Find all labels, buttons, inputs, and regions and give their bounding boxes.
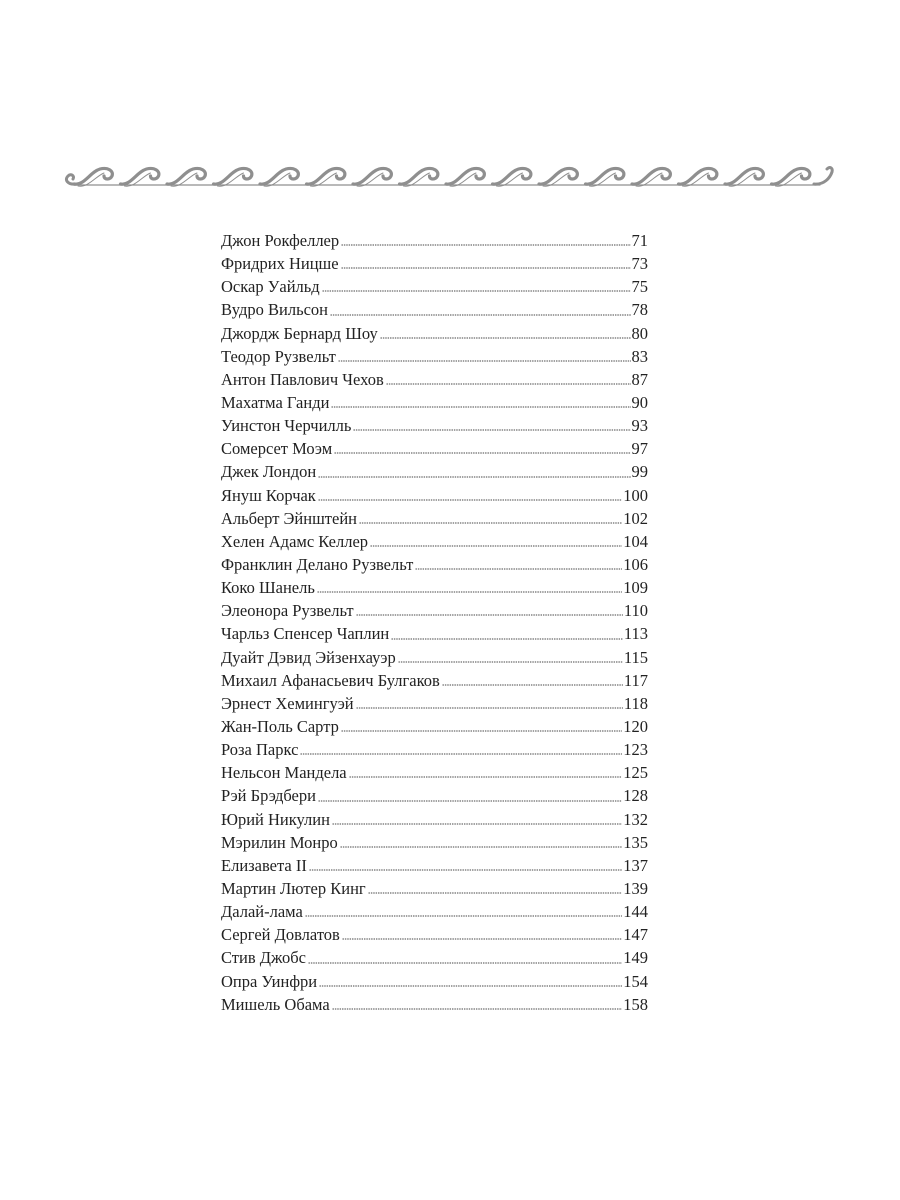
dot-leader — [370, 545, 622, 547]
toc-entry-page-number: 132 — [623, 809, 648, 829]
toc-entry-page-number: 139 — [623, 878, 648, 898]
toc-entry-page-number: 99 — [631, 462, 648, 482]
toc-entry-page-number: 118 — [623, 693, 648, 713]
toc-entry-title: Теодор Рузвельт — [221, 346, 336, 366]
toc-entry-title: Джон Рокфеллер — [221, 231, 340, 250]
toc-entry-page-number: 93 — [631, 416, 648, 436]
toc-entry — [221, 391, 648, 414]
toc-entry-title: Коко Шанель — [221, 578, 315, 598]
dot-leader — [342, 938, 622, 940]
toc-entry-title: Жан-Поль Сартр — [221, 716, 339, 736]
toc-entry — [221, 993, 648, 1016]
dot-leader — [359, 522, 622, 524]
toc-entry-page-number: 83 — [631, 346, 648, 366]
toc-entry-page-number: 71 — [631, 231, 648, 250]
toc-entry-page-number: 149 — [623, 948, 648, 968]
toc-entry-title: Джордж Бернард Шоу — [221, 323, 378, 343]
toc-entry-page-number: 110 — [623, 601, 648, 621]
toc-entry — [221, 761, 648, 784]
toc-entry-page-number: 78 — [631, 300, 648, 320]
toc-entry-title: Вудро Вильсон — [221, 300, 329, 320]
toc-entry — [221, 715, 648, 738]
toc-entry — [221, 831, 648, 854]
dot-leader — [334, 452, 630, 454]
toc-entry — [221, 646, 648, 669]
toc-entry — [221, 599, 648, 622]
toc-entry-title: Рэй Брэдбери — [221, 786, 316, 806]
toc-entry-title: Роза Паркс — [221, 740, 299, 760]
toc-entry-page-number: 123 — [623, 740, 648, 760]
toc-entry-title: Альберт Эйнштейн — [221, 508, 357, 528]
toc-entry-title: Михаил Афанасьевич Булгаков — [221, 670, 440, 690]
toc-entry-page-number: 135 — [623, 832, 648, 852]
dot-leader — [319, 985, 622, 987]
toc-entry-title: Далай-лама — [221, 902, 303, 922]
dot-leader — [340, 846, 623, 848]
toc-entry — [221, 322, 648, 345]
toc-entry — [221, 877, 648, 900]
toc-entry-page-number: 113 — [623, 624, 648, 644]
toc-entry — [221, 576, 648, 599]
toc-entry-title: Фридрих Ницше — [221, 254, 339, 274]
toc-entry-title: Уинстон Черчилль — [221, 416, 352, 436]
toc-entry-page-number: 102 — [623, 508, 648, 528]
dot-leader — [356, 614, 623, 616]
table-of-contents — [221, 229, 648, 1016]
dot-leader — [330, 314, 630, 316]
dot-leader — [338, 360, 631, 362]
toc-entry — [221, 692, 648, 715]
toc-entry — [221, 970, 648, 993]
toc-entry — [221, 530, 648, 553]
dot-leader — [322, 290, 631, 292]
dot-leader — [308, 962, 622, 964]
toc-entry-title: Дуайт Дэвид Эйзенхауэр — [221, 647, 396, 667]
toc-entry-page-number: 128 — [623, 786, 648, 806]
toc-entry-page-number: 73 — [631, 254, 648, 274]
dot-leader — [349, 776, 623, 778]
toc-entry-page-number: 154 — [623, 971, 648, 991]
toc-entry — [221, 229, 648, 252]
dot-leader — [380, 337, 631, 339]
toc-entry-title: Сергей Довлатов — [221, 925, 340, 945]
dot-leader — [341, 244, 630, 246]
toc-entry-title: Януш Корчак — [221, 485, 316, 505]
toc-entry — [221, 784, 648, 807]
toc-entry-title: Сомерсет Моэм — [221, 439, 333, 459]
dot-leader — [356, 707, 623, 709]
toc-entry-page-number: 137 — [623, 855, 648, 875]
toc-entry — [221, 923, 648, 946]
dot-leader — [305, 915, 622, 917]
toc-entry — [221, 275, 648, 298]
dot-leader — [386, 383, 631, 385]
dot-leader — [318, 476, 630, 478]
toc-entry — [221, 437, 648, 460]
dot-leader — [331, 406, 630, 408]
toc-entry — [221, 298, 648, 321]
toc-entry-page-number: 80 — [631, 323, 648, 343]
toc-entry-page-number: 87 — [631, 369, 648, 389]
dot-leader — [341, 730, 622, 732]
dot-leader — [318, 499, 622, 501]
toc-entry-page-number: 144 — [623, 902, 648, 922]
toc-entry — [221, 368, 648, 391]
dot-leader — [368, 892, 623, 894]
toc-entry — [221, 669, 648, 692]
toc-entry-title: Опра Уинфри — [221, 971, 318, 991]
toc-entry — [221, 345, 648, 368]
toc-entry-title: Махатма Ганди — [221, 392, 330, 412]
toc-entry-title: Франклин Делано Рузвельт — [221, 554, 414, 574]
toc-entry-page-number: 120 — [623, 716, 648, 736]
toc-entry-title: Джек Лондон — [221, 462, 317, 482]
toc-entry-page-number: 97 — [631, 439, 648, 459]
toc-entry — [221, 252, 648, 275]
toc-entry — [221, 946, 648, 969]
dot-leader — [353, 429, 630, 431]
toc-entry-title: Мартин Лютер Кинг — [221, 878, 366, 898]
toc-entry — [221, 808, 648, 831]
toc-entry-page-number: 106 — [623, 554, 648, 574]
toc-entry-page-number: 90 — [631, 392, 648, 412]
toc-entry — [221, 622, 648, 645]
dot-leader — [318, 800, 622, 802]
toc-entry-title: Чарльз Спенсер Чаплин — [221, 624, 390, 644]
toc-entry — [221, 414, 648, 437]
dot-leader — [398, 661, 623, 663]
dot-leader — [309, 869, 622, 871]
toc-entry-title: Нельсон Мандела — [221, 763, 347, 783]
toc-entry-title: Оскар Уайльд — [221, 277, 320, 297]
toc-entry-title: Стив Джобс — [221, 948, 306, 968]
dot-leader — [332, 1008, 623, 1010]
toc-entry — [221, 900, 648, 923]
toc-entry-title: Мэрилин Монро — [221, 832, 338, 852]
toc-entry-page-number: 117 — [623, 670, 648, 690]
toc-entry-title: Юрий Никулин — [221, 809, 330, 829]
toc-entry-title: Элеонора Рузвельт — [221, 601, 354, 621]
toc-entry-page-number: 158 — [623, 994, 648, 1014]
dot-leader — [300, 753, 622, 755]
toc-entry — [221, 460, 648, 483]
toc-entry — [221, 484, 648, 507]
toc-entry-title: Хелен Адамс Келлер — [221, 531, 369, 551]
toc-entry-title: Антон Павлович Чехов — [221, 369, 384, 389]
toc-entry-title: Елизавета II — [221, 855, 307, 875]
toc-entry-title: Эрнест Хемингуэй — [221, 693, 354, 713]
dot-leader — [391, 638, 623, 640]
dot-leader — [341, 267, 631, 269]
wave-scroll-border-icon — [60, 160, 838, 192]
dot-leader — [317, 591, 622, 593]
toc-entry — [221, 854, 648, 877]
dot-leader — [415, 568, 622, 570]
dot-leader — [442, 684, 623, 686]
toc-entry-page-number: 109 — [623, 578, 648, 598]
dot-leader — [332, 823, 622, 825]
toc-entry-page-number: 147 — [623, 925, 648, 945]
toc-entry-page-number: 100 — [623, 485, 648, 505]
toc-entry — [221, 507, 648, 530]
toc-entry-page-number: 104 — [623, 531, 648, 551]
toc-entry — [221, 553, 648, 576]
toc-entry — [221, 738, 648, 761]
toc-entry-page-number: 75 — [631, 277, 648, 297]
toc-entry-page-number: 115 — [623, 647, 648, 667]
toc-entry-page-number: 125 — [623, 763, 648, 783]
toc-entry-title: Мишель Обама — [221, 994, 330, 1014]
